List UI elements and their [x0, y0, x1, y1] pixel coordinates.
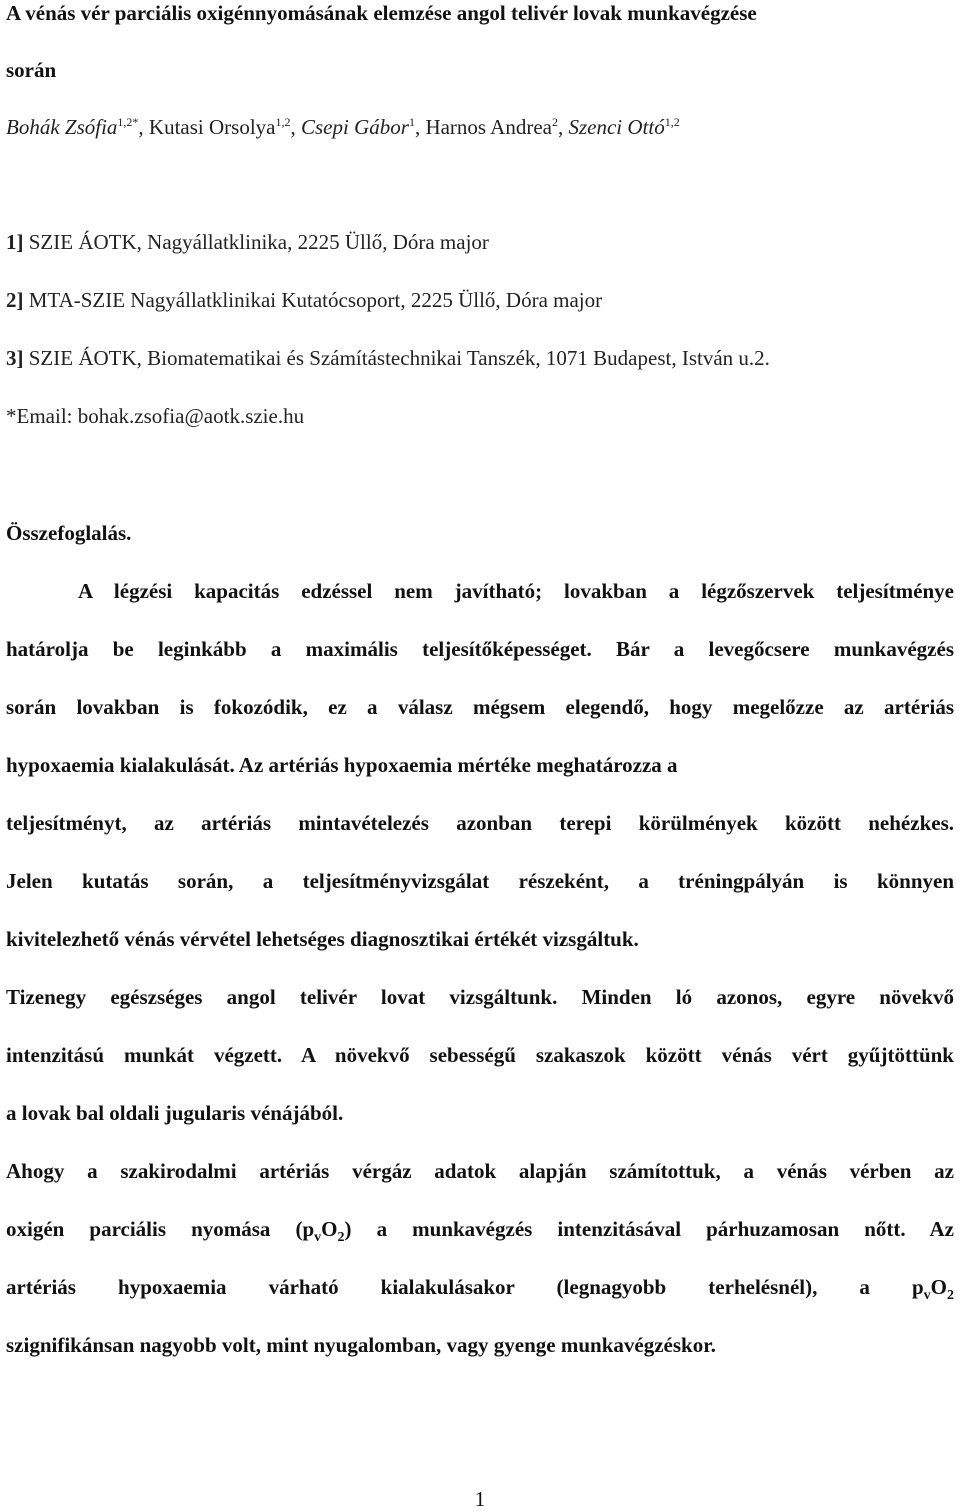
affiliation-marker: 3]: [6, 346, 24, 370]
abstract-p2-line: a lovak bal oldali jugularis vénájából.: [6, 1101, 344, 1125]
affiliation-2: [6, 287, 954, 313]
text-run: O: [321, 1217, 338, 1241]
author-affiliation-mark: 1,2: [664, 115, 680, 129]
abstract-heading: Összefoglalás.: [6, 521, 132, 545]
subscript: 2: [337, 1230, 345, 1246]
author-name: Kutasi Orsolya: [148, 115, 276, 139]
abstract-p3-line: szignifikánsan nagyobb volt, mint nyugalomban, vagy gyenge munkavégzéskor.: [6, 1333, 716, 1357]
author-list: Bohák Zsófia$^{1,2*}$, Kutasi Orsolya$^{1,2}$, Csepi Gábor$^1$, Harnos Andrea$^2$, Szenci Ottó$^{1,2}$: [6, 115, 680, 139]
affiliation-text: SZIE ÁOTK, Biomatematikai és Számítástechnikai Tanszék, 1071 Budapest, István u.2.: [23, 346, 770, 370]
text-run: oxigén parciális nyomása (p: [6, 1217, 315, 1241]
author-affiliation-mark: 1,2: [275, 115, 291, 129]
affiliation-marker: 1]: [6, 230, 24, 254]
subscript: v: [923, 1288, 931, 1304]
affiliation-text: SZIE ÁOTK, Nagyállatklinika, 2225 Üllő, Dóra major: [23, 230, 489, 254]
affiliation-1: [6, 229, 954, 255]
author-affiliation-mark: 2: [551, 115, 558, 129]
abstract-p2-line: intenzitású munkát végzett. A növekvő sebességű szakaszok között vénás vért gyűjtöttünk: [6, 1043, 954, 1067]
text-run: ) a munkavégzés intenzitásával párhuzamosan nőtt. Az: [344, 1217, 954, 1241]
paper-title-line-1: A vénás vér parciális oxigénnyomásának elemzése angol telivér lovak munkavégzése: [6, 1, 757, 25]
subscript: v: [314, 1230, 322, 1246]
abstract-p3-line: Ahogy a szakirodalmi artériás vérgáz adatok alapján számítottuk, a vénás vérben az: [6, 1159, 954, 1183]
abstract-p1-line: teljesítményt, az artériás mintavételezés azonban terepi körülmények között nehézkes.: [6, 811, 954, 835]
abstract-p2-line: Tizenegy egészséges angol telivér lovat vizsgáltunk. Minden ló azonos, egyre növekvő: [6, 985, 954, 1009]
author-affiliation-mark: 1,2*: [117, 115, 139, 129]
abstract-p3-line: [6, 1216, 954, 1246]
abstract-p1-line: A légzési kapacitás edzéssel nem javítható; lovakban a légzőszervek teljesítménye: [78, 579, 954, 603]
abstract-p3-line: [6, 1274, 954, 1304]
abstract-p1-line: hypoxaemia kialakulását. Az artériás hypoxaemia mértéke meghatározza a: [6, 753, 678, 777]
page-number: 1: [474, 1487, 486, 1511]
author-name: Szenci Ottó: [568, 115, 665, 139]
author-affiliation-mark: 1: [408, 115, 415, 129]
abstract-p1-line: határolja be leginkább a maximális teljesítőképességet. Bár a levegőcsere munkavégzés: [6, 637, 954, 661]
affiliation-text: MTA-SZIE Nagyállatklinikai Kutatócsoport, 2225 Üllő, Dóra major: [23, 288, 603, 312]
subscript: 2: [947, 1288, 954, 1304]
contact-email: *Email: bohak.zsofia@aotk.szie.hu: [6, 404, 305, 428]
author-name: Csepi Gábor: [301, 115, 409, 139]
paper-title-line-2: során: [6, 58, 57, 82]
text-run: O: [930, 1275, 947, 1299]
author-name: Bohák Zsófia: [6, 115, 118, 139]
affiliation-marker: 2]: [6, 288, 24, 312]
affiliation-3: [6, 345, 954, 371]
text-run: artériás hypoxaemia várható kialakulásakor (legnagyobb terhelésnél), a p: [6, 1275, 924, 1299]
abstract-p1-line: kivitelezhető vénás vérvétel lehetséges diagnosztikai értékét vizsgáltuk.: [6, 927, 639, 951]
author-name: Harnos Andrea: [425, 115, 552, 139]
abstract-p1-line: során lovakban is fokozódik, ez a válasz mégsem elegendő, hogy megelőzze az artériás: [6, 695, 954, 719]
abstract-p1-line: Jelen kutatás során, a teljesítményvizsgálat részeként, a tréningpályán is könnyen: [6, 869, 954, 893]
